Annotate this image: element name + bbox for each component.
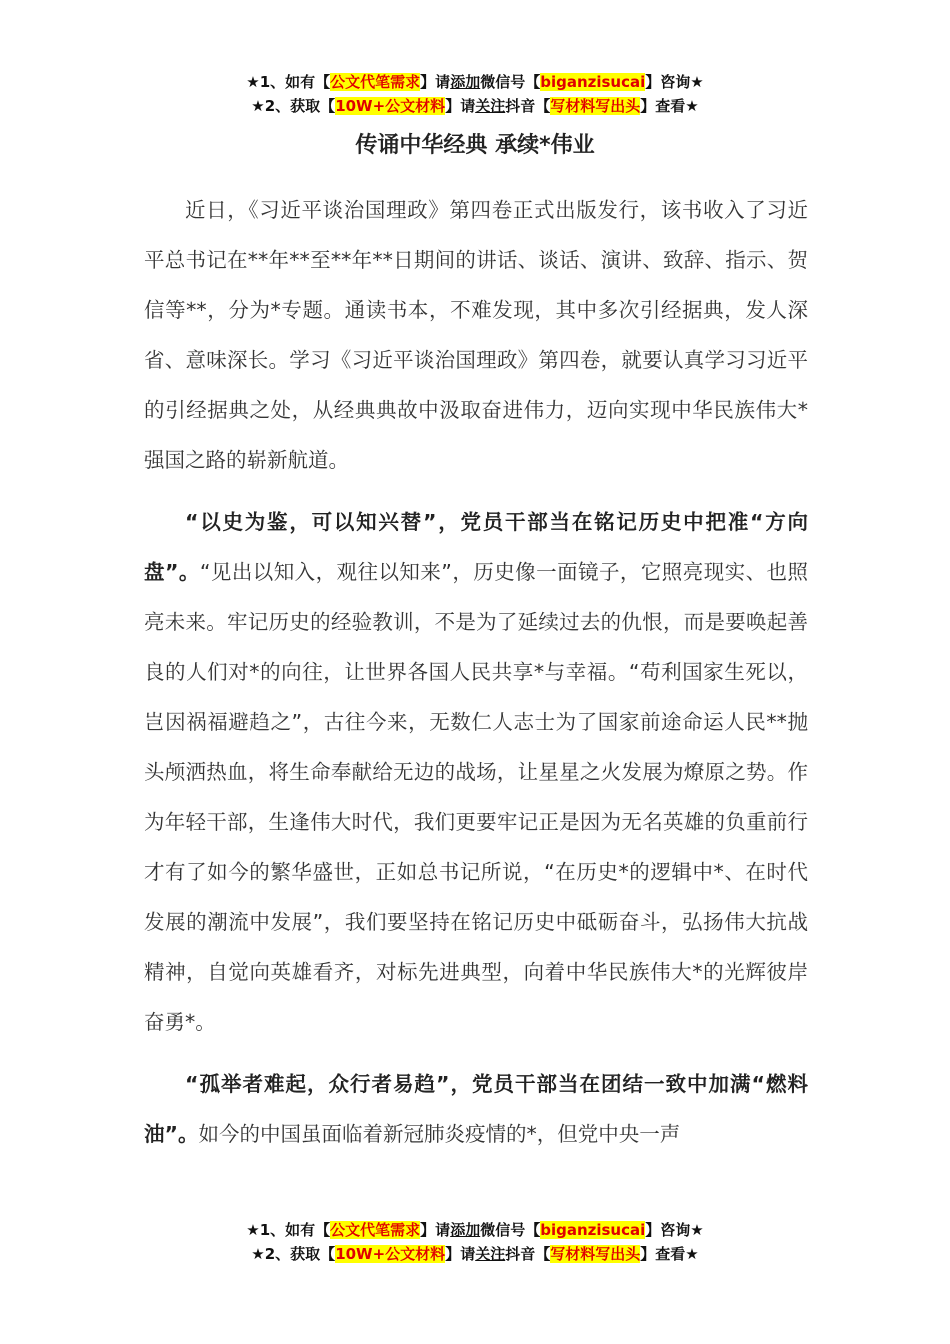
banner-text: 微信号【 <box>480 1221 541 1239</box>
banner-text: 】请 <box>420 1221 451 1239</box>
paragraph-1: 近日，《习近平谈治国理政》第四卷正式出版发行，该书收入了习近平总书记在**年**至**年**日期间的讲话、谈话、演讲、致辞、指示、贺信等**，分为*专题。通读书本，不难发现，其中多次引经据典，发人深省、意味深长。学习《习近平谈治国理政》第四卷，就要认真学习习近平的引经据典之处，从经典典故中汲取奋进伟力，迈向实现中华民族伟大*强国之路的崭新航道。 <box>144 198 808 472</box>
document-title: 传诵中华经典 承续*伟业 <box>355 133 595 158</box>
banner-text: 】请 <box>420 73 451 91</box>
banner-highlight: 10W+公文材料 <box>335 97 446 115</box>
banner-text: 】咨询★ <box>645 73 704 91</box>
banner-line-2 <box>0 1242 950 1266</box>
banner-highlight: 写材料写出头 <box>550 97 641 115</box>
banner-text: 微信号【 <box>480 73 541 91</box>
banner-text: ★1、如有【 <box>246 1221 331 1239</box>
banner-text: ★2、获取【 <box>251 1245 336 1263</box>
banner-text: 】查看★ <box>640 1245 699 1263</box>
banner-highlight: 写材料写出头 <box>550 1245 641 1263</box>
banner-highlight: biganzisucai <box>540 1221 646 1239</box>
paragraph-2 <box>144 497 808 1047</box>
paragraph-2-lead: “以史为鉴，可以知兴替”，党员干部当在铭记历史中把准“方向盘”。 <box>144 510 808 584</box>
banner-highlight: 10W+公文材料 <box>335 1245 446 1263</box>
document-body <box>144 185 808 1171</box>
banner-underline: 关注 <box>475 97 506 115</box>
banner-text: 抖音【 <box>505 1245 551 1263</box>
footer-banner <box>0 1218 950 1266</box>
banner-line-1 <box>0 70 950 94</box>
banner-text: 】请 <box>445 97 476 115</box>
banner-underline: 添加 <box>450 1221 481 1239</box>
paragraph-2-body: “见出以知入，观往以知来”，历史像一面镜子，它照亮现实、也照亮未来。牢记历史的经验教训，不是为了延续过去的仇恨，而是要唤起善良的人们对*的向往，让世界各国人民共享*与幸福。“苟利国家生死以，岂因祸福避趋之”，古往今来，无数仁人志士为了国家前途命运人民**抛头颅洒热血，将生命奉献给无边的战场，让星星之火发展为燎原之势。作为年轻干部，生逢伟大时代，我们更要牢记正是因为无名英雄的负重前行才有了如今的繁华盛世，正如总书记所说，“在历史*的逻辑中*、在时代发展的潮流中发展”，我们要坚持在铭记历史中砥砺奋斗，弘扬伟大抗战精神，自觉向英雄看齐，对标先进典型，向着中华民族伟大*的光辉彼岸奋勇*。 <box>144 560 808 1034</box>
banner-text: ★1、如有【 <box>246 73 331 91</box>
paragraph-3-body: 如今的中国虽面临着新冠肺炎疫情的*，但党中央一声 <box>198 1122 681 1146</box>
banner-text: 】查看★ <box>640 97 699 115</box>
banner-line-1 <box>0 1218 950 1242</box>
banner-text: 】咨询★ <box>645 1221 704 1239</box>
paragraph-3-lead: “孤举者难起，众行者易趋”，党员干部当在团结一致中加满“燃料油”。 <box>144 1072 808 1146</box>
banner-highlight: 公文代笔需求 <box>330 1221 421 1239</box>
banner-underline: 添加 <box>450 73 481 91</box>
header-banner <box>0 70 950 118</box>
paragraph-3 <box>144 1059 808 1159</box>
banner-line-2 <box>0 94 950 118</box>
banner-highlight: 公文代笔需求 <box>330 73 421 91</box>
banner-highlight: biganzisucai <box>540 73 646 91</box>
banner-underline: 关注 <box>475 1245 506 1263</box>
banner-text: 】请 <box>445 1245 476 1263</box>
banner-text: 抖音【 <box>505 97 551 115</box>
banner-text: ★2、获取【 <box>251 97 336 115</box>
